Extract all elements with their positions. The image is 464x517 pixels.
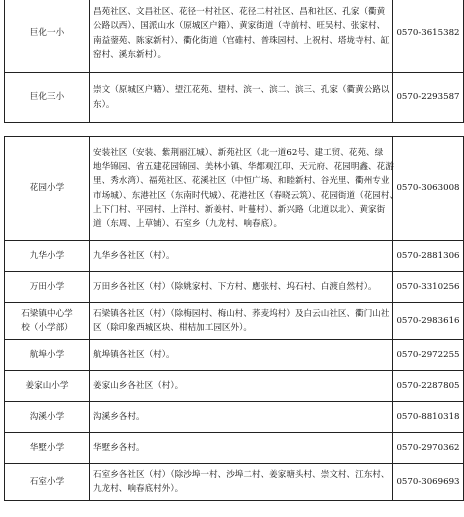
area-line: 地华锦园、省五建花园锦园、美林小镇、华都观江印、天元府、花园明鑫、花游 <box>93 161 394 172</box>
area-line: 窑村、溪东新村）。 <box>93 49 167 60</box>
phone-cell: 0570-3063008 <box>393 137 464 241</box>
area-line: 石室乡各社区（村）（除沙埠一村、沙埠二村、姜家塘头村、崇文村、江东村、 <box>93 469 390 480</box>
table-row <box>5 73 464 123</box>
service-area-cell <box>90 73 393 123</box>
area-line: 东）。 <box>93 99 115 110</box>
table-row <box>5 0 464 73</box>
area-line: 市场城）、东港社区（东南时代城）、花港社区（春晓云筑）、花园街道（花园村、 <box>93 190 399 201</box>
table-row <box>5 241 464 272</box>
service-area-cell <box>90 340 393 371</box>
school-name-cell: 九华小学 <box>5 241 90 272</box>
area-line: 九龙村、响春底村外）。 <box>93 484 184 494</box>
area-line: 昌苑社区、文昌社区、花径一村社区、花径二村社区、昌和社区、孔家（衢黄 <box>93 6 386 17</box>
enrollment-table-bottom <box>4 136 464 501</box>
table-row <box>5 433 464 464</box>
school-name-line: 校（小学部） <box>21 323 73 333</box>
area-line: 航埠镇各社区（村）。 <box>93 349 175 360</box>
area-line: 里、秀水湾）、福苑社区、花溪社区（中恒广场、和睦新村、谷光里、衢州专业 <box>93 176 390 187</box>
service-area-cell <box>90 433 393 464</box>
table-row <box>5 402 464 433</box>
area-line: 万田乡各社区（村）（除姚家村、下方村、應张村、坞石村、白渡自然村）。 <box>93 281 377 292</box>
service-area-cell <box>90 464 393 501</box>
school-name-cell: 华墅小学 <box>5 433 90 464</box>
service-area-cell <box>90 402 393 433</box>
area-line: 道（东周、上草铺）、石室乡（九龙村、响春底）。 <box>93 219 283 230</box>
school-name-cell: 巨化三小 <box>5 73 90 123</box>
area-line: 九华乡各社区（村）。 <box>93 250 175 261</box>
area-line: 南益蓥苑、陈家新村）、衢化街道（官碓村、普珠园村、上祝村、塔垅寺村、缸 <box>93 35 390 46</box>
service-area-cell <box>90 272 393 303</box>
school-name-cell <box>5 303 90 340</box>
table-row <box>5 272 464 303</box>
school-name-cell: 航埠小学 <box>5 340 90 371</box>
phone-cell: 0570-2970362 <box>393 433 464 464</box>
school-name-cell: 姜家山小学 <box>5 371 90 402</box>
area-line: 崇文（原城区户籍）、望江花苑、望村、滨一、滨二、滨三、孔家（衢黄公路以 <box>93 85 390 96</box>
table-row <box>5 464 464 501</box>
school-name-cell: 沟溪小学 <box>5 402 90 433</box>
school-name-cell: 花园小学 <box>5 137 90 241</box>
area-line: 区（除印象西城区块、柑桔加工园区外）。 <box>93 323 252 333</box>
service-area-cell <box>90 371 393 402</box>
table-row <box>5 371 464 402</box>
area-line: 石梁镇各社区（村）（除梅园村、梅山村、荞麦坞村）及白云山社区、衢门山社 <box>93 308 390 319</box>
phone-cell: 0570-8810318 <box>393 402 464 433</box>
school-name-cell: 万田小学 <box>5 272 90 303</box>
table-row <box>5 137 464 241</box>
phone-cell: 0570-2293587 <box>393 73 464 123</box>
phone-cell: 0570-2972255 <box>393 340 464 371</box>
phone-cell: 0570-3069693 <box>393 464 464 501</box>
school-name-line: 石梁镇中心学 <box>21 308 73 319</box>
service-area-cell <box>90 241 393 272</box>
table-row <box>5 340 464 371</box>
service-area-cell <box>90 303 393 340</box>
phone-cell: 0570-2983616 <box>393 303 464 340</box>
phone-cell: 0570-3615382 <box>393 0 464 73</box>
phone-cell: 0570-2881306 <box>393 241 464 272</box>
area-line: 安装社区（安装、紫荆丽江城）、新苑社区（北一道62号、建工贸、花苑、绿 <box>93 147 384 158</box>
service-area-cell <box>90 0 393 73</box>
area-line: 沟溪乡各村。 <box>93 411 145 422</box>
phone-cell: 0570-2287805 <box>393 371 464 402</box>
area-line: 姜家山乡各社区（村）。 <box>93 380 184 391</box>
service-area-cell <box>90 137 399 241</box>
area-line: 公路以西）、国派山水（原城区户籍）、黄家街道（寺前村、旺吴村、张家村、 <box>93 21 386 32</box>
school-name-cell: 石室小学 <box>5 464 90 501</box>
school-name-cell: 巨化一小 <box>5 0 90 73</box>
phone-cell: 0570-3310256 <box>393 272 464 303</box>
enrollment-table-top <box>4 0 464 123</box>
area-line: 上下门村、平园村、上洋村、新姜村、叶蔓村）、新兴路（北道以北）、黄家街 <box>93 204 386 215</box>
table-row <box>5 303 464 340</box>
area-line: 华墅乡各村。 <box>93 442 145 453</box>
